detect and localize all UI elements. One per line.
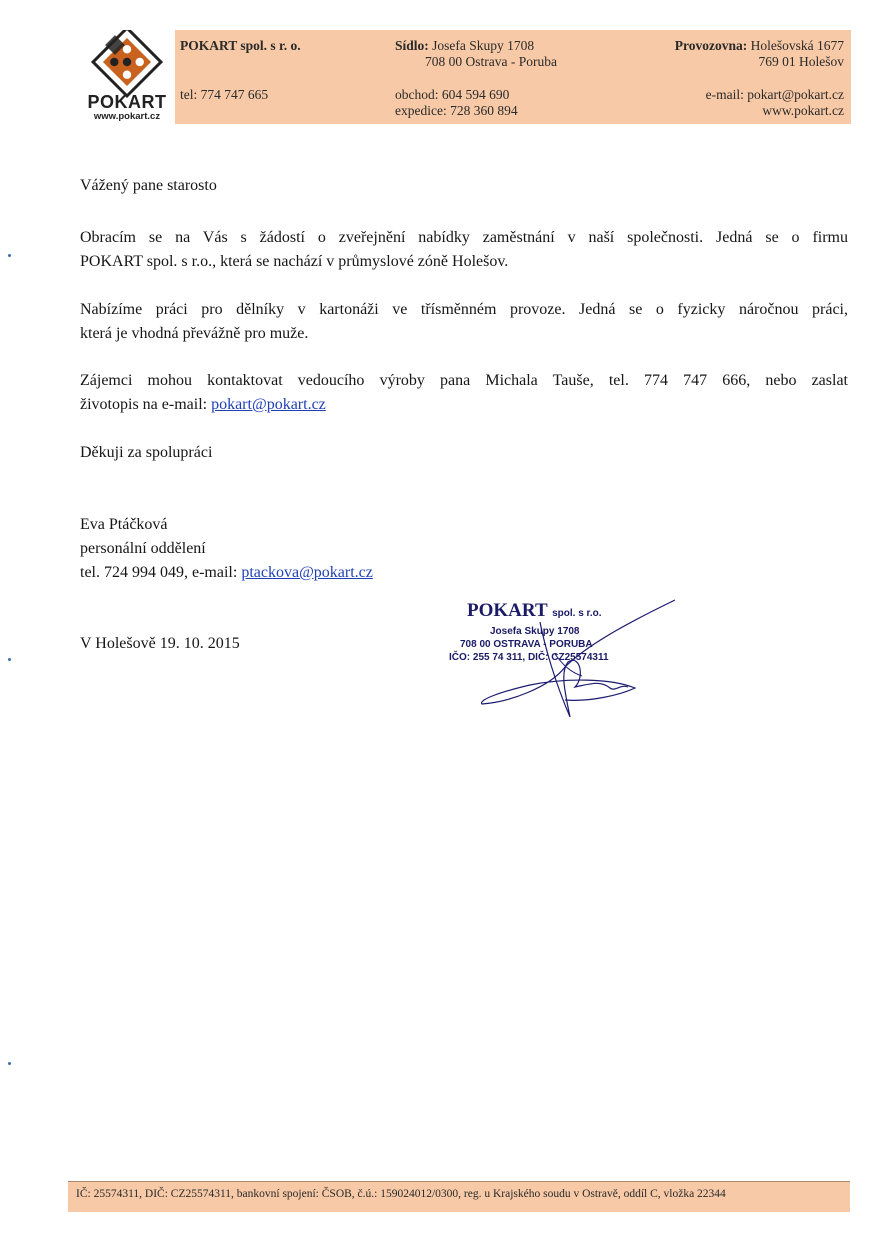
paragraph-3-line-2 bbox=[80, 393, 848, 417]
branch-city: 769 01 Holešov bbox=[758, 54, 844, 69]
seat-city: 708 00 Ostrava - Poruba bbox=[425, 54, 557, 69]
sender-contact-prefix: tel. 724 994 049, e-mail: bbox=[80, 564, 242, 581]
footer-legal-text: IČ: 25574311, DIČ: CZ25574311, bankovní spojení: ČSOB, č.ú.: 159024012/0300, reg. u Krajského soudu v Ostravě, oddíl C, vložka 22344 bbox=[76, 1188, 726, 1200]
header-email[interactable]: e-mail: pokart@pokart.cz bbox=[705, 87, 844, 102]
salutation: Vážený pane starosto bbox=[80, 177, 217, 194]
company-name: POKART spol. s r. o. bbox=[180, 38, 301, 53]
scan-dot bbox=[8, 1062, 11, 1065]
branch-street: Holešovská 1677 bbox=[750, 38, 844, 53]
header-web[interactable]: www.pokart.cz bbox=[762, 103, 844, 118]
sender-name: Eva Ptáčková bbox=[80, 516, 168, 533]
seat-street: Josefa Skupy 1708 bbox=[432, 38, 535, 53]
stamp-company: POKART bbox=[467, 600, 548, 621]
paragraph-2-line-1: Nabízíme práci pro dělníky v kartonáži ve třísměnném provoze. Jedná se o fyzicky náročnou práci, bbox=[80, 301, 848, 318]
branch-label: Provozovna: bbox=[674, 38, 748, 53]
branch-address-line1 bbox=[600, 38, 844, 54]
stamp-city: 708 00 OSTRAVA - PORUBA bbox=[460, 639, 593, 650]
logo-wordmark: POKART bbox=[87, 92, 167, 112]
sender-email-link[interactable]: ptackova@pokart.cz bbox=[241, 564, 373, 581]
stamp-ids: IČO: 255 74 311, DIČ: CZ25574311 bbox=[449, 652, 609, 663]
closing: Děkuji za spolupráci bbox=[80, 444, 213, 461]
paragraph-1-line-1: Obracím se na Vás s žádostí o zveřejnění nabídky zaměstnání v naší společnosti. Jedná se o firmu bbox=[80, 229, 848, 246]
sender-department: personální oddělení bbox=[80, 540, 206, 557]
scan-dot bbox=[8, 658, 11, 661]
paragraph-3-prefix: životopis na e-mail: bbox=[80, 396, 212, 413]
seat-address-line1 bbox=[395, 38, 534, 54]
place-and-date: V Holešově 19. 10. 2015 bbox=[80, 635, 240, 652]
signature-icon bbox=[470, 592, 690, 732]
scan-dot bbox=[8, 254, 11, 257]
stamp-suffix: spol. s r.o. bbox=[552, 608, 602, 619]
paragraph-3-line-1: Zájemci mohou kontaktovat vedoucího výroby pana Michala Tauše, tel. 774 747 666, nebo zaslat bbox=[80, 372, 848, 389]
sales-phone: obchod: 604 594 690 bbox=[395, 87, 510, 102]
company-phone: tel: 774 747 665 bbox=[180, 87, 269, 102]
seat-label: Sídlo: bbox=[395, 38, 429, 53]
contact-email-link[interactable]: pokart@pokart.cz bbox=[211, 396, 326, 413]
sender-contact bbox=[80, 561, 848, 585]
dice-logo-icon bbox=[80, 30, 175, 100]
paragraph-1-line-2: POKART spol. s r.o., která se nachází v průmyslové zóně Holešov. bbox=[80, 253, 509, 270]
paragraph-2-line-2: která je vhodná převážně pro muže. bbox=[80, 325, 309, 342]
logo-url: www.pokart.cz bbox=[93, 111, 161, 122]
dispatch-phone: expedice: 728 360 894 bbox=[395, 103, 518, 118]
stamp-street: Josefa Skupy 1708 bbox=[490, 626, 580, 637]
